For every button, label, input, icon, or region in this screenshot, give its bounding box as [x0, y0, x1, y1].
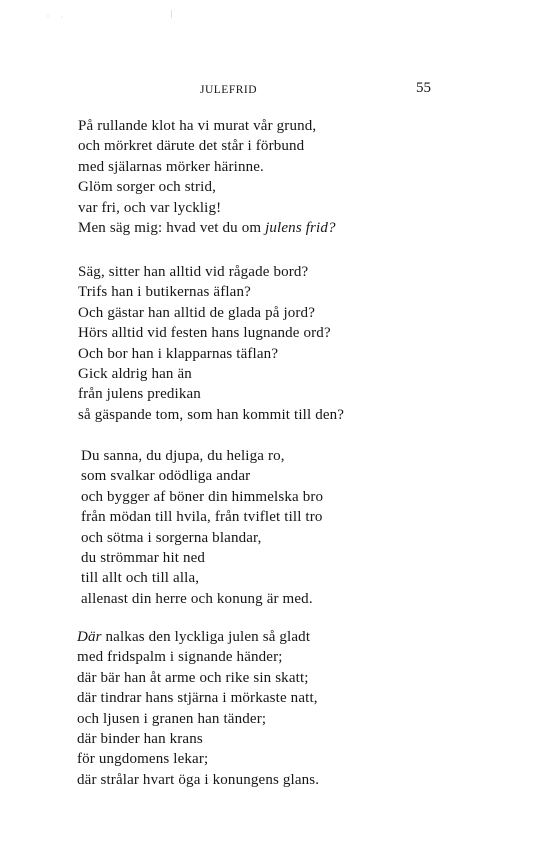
- verse-line: där strålar hvart öga i konungens glans.: [77, 771, 320, 788]
- running-head: JULEFRID: [200, 84, 258, 96]
- verse-text: Men säg mig: hvad vet du om: [78, 219, 266, 236]
- stanza-4: [77, 627, 319, 790]
- verse-line: Du sanna, du djupa, du heliga ro,: [81, 448, 285, 464]
- verse-line: allenast din herre och konung är med.: [81, 590, 313, 607]
- verse-line: Och bor han i klapparnas täflan?: [78, 345, 279, 362]
- verse-line: med fridspalm i signande händer;: [77, 649, 283, 666]
- scan-specks: [44, 6, 184, 22]
- verse-line: så gäspande tom, som han kommit till den?: [78, 406, 345, 423]
- verse-line: Gick aldrig han än: [78, 365, 192, 382]
- verse-line: och sötma i sorgerna blandar,: [81, 529, 262, 546]
- verse-line: som svalkar odödliga andar: [81, 468, 251, 485]
- italic-emphasis: julens frid?: [265, 219, 336, 236]
- verse-line: Glöm sorger och strid,: [78, 179, 217, 196]
- verse-line: Hörs alltid vid festen hans lugnande ord?: [78, 325, 331, 342]
- verse-line: till allt och till alla,: [81, 570, 200, 587]
- verse-line: På rullande klot ha vi murat vår grund,: [78, 118, 317, 134]
- verse-text: nalkas den lyckliga julen så gladt: [101, 629, 311, 645]
- verse-line: där bär han åt arme och rike sin skatt;: [77, 669, 309, 686]
- verse-line: med själarnas mörker härinne.: [78, 158, 264, 175]
- verse-line: från julens predikan: [78, 386, 201, 403]
- verse-line: och ljusen i granen han tänder;: [77, 710, 267, 727]
- verse-line: Och gästar han alltid de glada på jord?: [78, 304, 316, 321]
- verse-line: där tindrar hans stjärna i mörkaste natt,: [77, 690, 318, 707]
- verse-line: [78, 218, 336, 238]
- verse-line: och bygger af böner din himmelska bro: [81, 488, 324, 505]
- verse-line: där binder han krans: [77, 730, 203, 747]
- verse-line: [77, 627, 319, 647]
- stanza-3: [81, 446, 323, 609]
- verse-line: och mörkret därute det står i förbund: [78, 138, 305, 155]
- page-number: 55: [416, 80, 431, 96]
- verse-line: Säg, sitter han alltid vid rågade bord?: [78, 264, 309, 280]
- verse-line: du strömmar hit ned: [81, 549, 206, 566]
- stanza-1: [78, 116, 336, 238]
- verse-line: för ungdomens lekar;: [77, 751, 209, 768]
- stanza-2: [78, 262, 344, 425]
- verse-line: Trifs han i butikernas äflan?: [78, 284, 251, 301]
- italic-emphasis: Där: [77, 629, 102, 645]
- verse-line: från mödan till hvila, från tviflet till tro: [81, 509, 323, 526]
- verse-line: var fri, och var lycklig!: [78, 199, 222, 216]
